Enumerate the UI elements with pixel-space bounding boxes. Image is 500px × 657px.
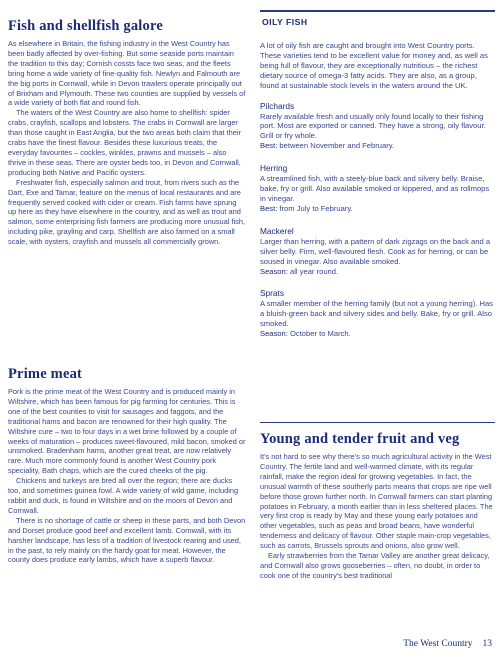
fish-paragraph-3: Freshwater fish, especially salmon and trout, from rivers such as the Dart, Exe and Tamar, feature on the menus of local restaurants and are frequently served cooked with cider or cream. Fish farms have sprung up here as they have elsewhere in the country, and as well as trout and salmon, some enterprising fish farmers are producing more unusual fish, including pike, grayling and carp. Shellfish are also farmed on a small scale, with oysters, crayfish and mussels all commercially grown. xyxy=(8,177,246,247)
meat-paragraph-2: Chickens and turkeys are bred all over the region; there are ducks too, and sometimes guinea fowl. A wide variety of wild game, including rabbit and duck, is found in Wiltshire and on the moors of Devon and Cornwall. xyxy=(8,476,239,515)
meat-heading: Prime meat xyxy=(8,366,83,382)
oily-fish-intro: A lot of oily fish are caught and brought into West Country ports. These varieties tend to be excellent value for money and, as well as being full of flavour, they are exceptionally nutritious – the richest dietary source of omega-3 fatty acids. They are also, as a group, found at sustainable stock levels in the waters around the UK. xyxy=(260,41,488,90)
season-value: from July to February. xyxy=(277,203,353,213)
fish-entry-name: Pilchards xyxy=(260,100,295,111)
fruit-veg-paragraph-2: Early strawberries from the Tamar Valley are another great delicacy, and Cornwall also grows gooseberries – often, no doubt, in order to cook one of the country's best traditional xyxy=(260,551,490,580)
season-value: all year round. xyxy=(287,266,339,276)
fruit-veg-section xyxy=(260,410,495,581)
fruit-veg-paragraph-1: It's not hard to see why there's so much agricultural activity in the West Country. The fertile land and well-warmed climate, with its regular rainfall, make the region ideal for growing vegetables. In fact, the unusual warmth of these southerly parts means that crops are ripe well before those grown further north. In Cornwall farmers can start planting potatoes in February, a month earlier than in less sheltered places. The very first crop is ready by May and these young early potatoes and other vegetables, such as peas and broad beans, have wonderful tenderness and delicacy of flavour. Other staple main-crop vegetables, such as carrots, Brussels sprouts and onions, also grow well. xyxy=(260,452,493,551)
fish-section xyxy=(8,10,246,247)
season-label: Season: xyxy=(260,329,288,339)
fish-entry-season xyxy=(260,329,495,339)
fish-entry-season xyxy=(260,204,495,214)
season-value: October to March. xyxy=(287,329,351,339)
fish-entry-description: Rarely available fresh and usually only found locally to their fishing port. Most are exported or canned. They have a strong, oily flavour. Grill or fry whole. xyxy=(260,111,486,141)
fish-entry-herring xyxy=(260,163,495,214)
running-title: The West Country xyxy=(403,639,473,649)
season-label: Best: xyxy=(260,141,278,151)
fish-entry-name: Sprats xyxy=(260,288,284,299)
fish-entry-description: A streamlined fish, with a steely-blue back and silvery belly. Braise, bake, fry or grill. Also available smoked or kippered, and as rollmops in vinegar. xyxy=(260,174,490,203)
fish-entry-description: A smaller member of the herring family (but not a young herring). Has a bluish-green back and silvery sides and belly. Bake, fry or grill. Also smoked. xyxy=(260,299,493,329)
fish-entry-mackerel xyxy=(260,226,495,277)
oily-fish-heading: OILY FISH xyxy=(262,17,308,27)
fish-entry-season xyxy=(260,141,495,151)
fish-entry-name: Herring xyxy=(260,163,288,174)
fish-entry-description: Larger than herring, with a pattern of dark zigzags on the back and a silver belly. Firm, well-flavoured flesh. Cook as for herring, or can be soused in vinegar. Also available smoked. xyxy=(260,236,491,266)
fish-paragraph-2: The waters of the West Country are also home to shellfish: spider crabs, crayfish, scallops and lobsters. The crabs in Cornwall are larger than those caught in East Anglia, but the two areas both claim that their crabs have the finest flavour. Besides these luxurious treats, the everyday favourites – cockles, winkles, prawns and mussels – also thrive in these seas. There are oyster beds too, in Devon and Cornwall, producing both Native and Pacific oysters. xyxy=(8,108,241,177)
meat-paragraph-1: Pork is the prime meat of the West Country and is produced mainly in Wiltshire, which has been famous for pig farming for centuries. This is one of the best counties to visit for sausages and faggots, and the traditional hams and bacon are renowned for their high quality. The Wiltshire cure – two to four days in a wet brine followed by a couple of weeks of maturation – produces sweet-flavoured, mild bacon, smoked or unsmoked. Bradenham hams, another great treat, are now relatively rare. Much more commonly found is another West Country pork speciality, Bath chaps, which are the cured cheeks of the pig. xyxy=(8,387,246,476)
section-divider xyxy=(260,422,495,423)
fish-heading: Fish and shellfish galore xyxy=(8,18,163,34)
fish-entry-name: Mackerel xyxy=(260,225,294,236)
page-number: 13 xyxy=(482,639,492,649)
fruit-veg-heading: Young and tender fruit and veg xyxy=(260,431,460,447)
season-label: Best: xyxy=(260,203,278,213)
season-label: Season: xyxy=(260,266,288,276)
fish-entry-pilchards xyxy=(260,101,495,152)
page-footer xyxy=(403,639,492,649)
season-value: between November and February. xyxy=(277,141,395,151)
fish-paragraph-1: As elsewhere in Britain, the fishing industry in the West Country has been badly affected by over-fishing. But some seaside ports maintain the tradition to this day; Cornish cossts face two seas, and the fleets bring home a wide variety of fine-quality fish. Newlyn and Falmouth are the big ports in Cornwall, while in Devon trawlers operate principally out of Brixham and Plymouth. These two counties are supplied by vessels of a wide variety of both flat and round fish. xyxy=(8,39,246,108)
fish-entry-sprats xyxy=(260,288,495,339)
meat-paragraph-3: There is no shortage of cattle or sheep in these parts, and both Devon and Dorset produce good beef and excellent lamb. Cornwall, with its harsher landscape, has less of a tradition of livestock rearing and used, in the past, to rely mainly on the hardy goat for meat. However, the county does produce early lambs, which have a superb flavour. xyxy=(8,515,246,565)
oily-fish-sidebar xyxy=(260,10,495,351)
meat-section xyxy=(8,358,246,565)
fish-entry-season xyxy=(260,267,495,277)
